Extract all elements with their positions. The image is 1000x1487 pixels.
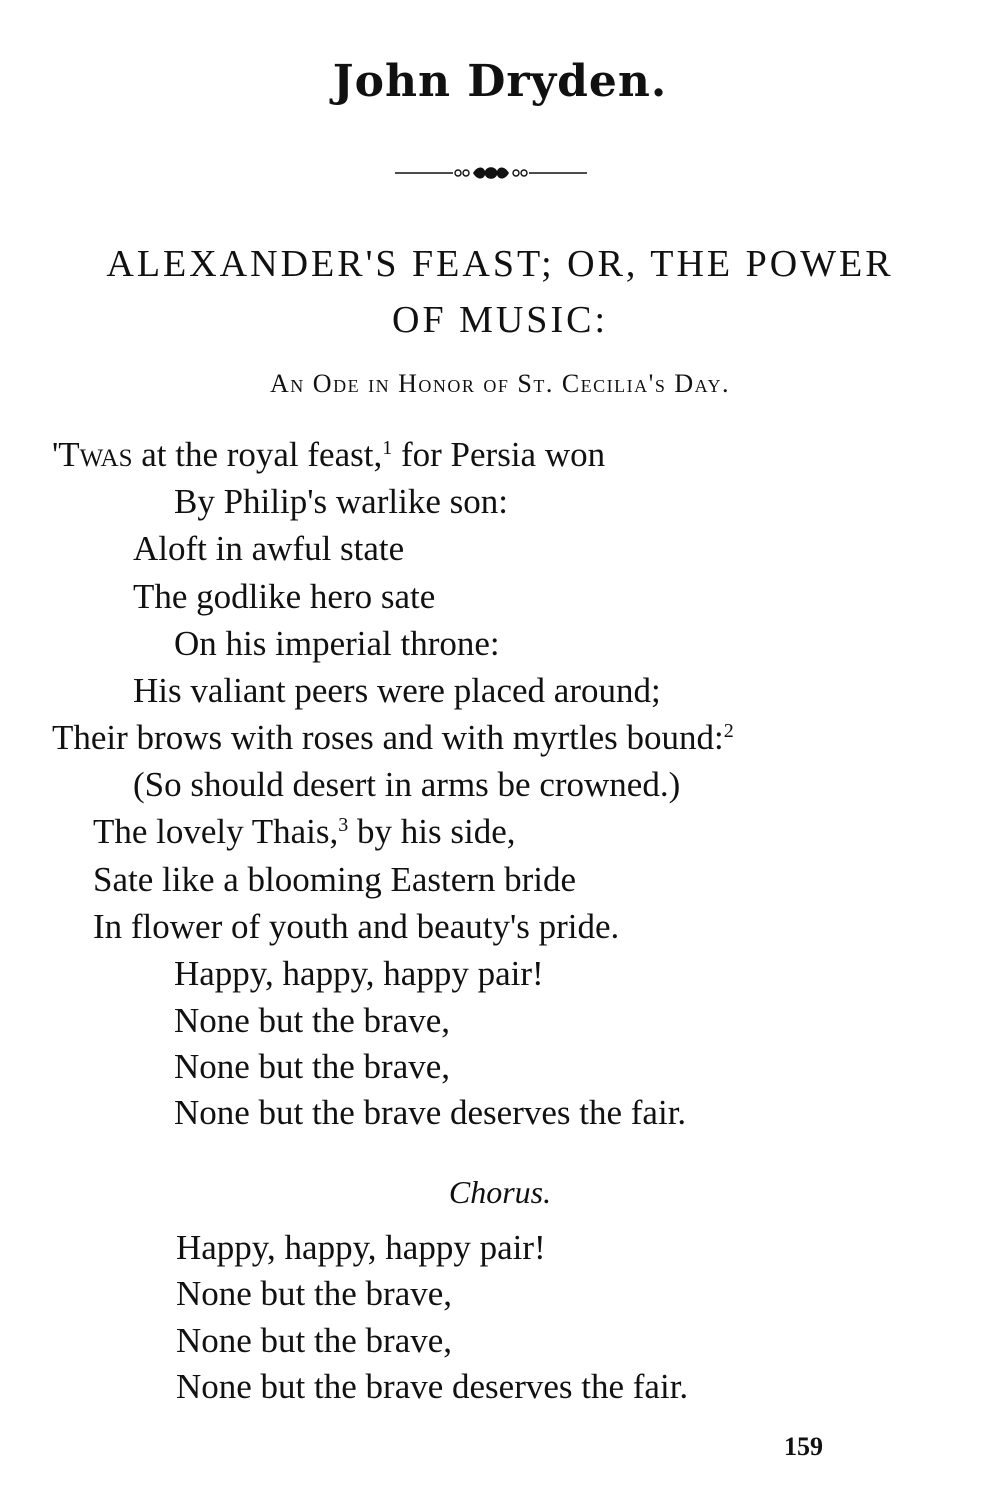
poem-subtitle: An Ode in Honor of St. Cecilia's Day.	[270, 369, 730, 398]
poem-line: In flower of youth and beauty's pride.	[93, 907, 620, 946]
poem-line: Sate like a blooming Eastern bride	[93, 860, 577, 899]
footnote-marker: 3	[338, 814, 349, 836]
poem-line: None but the brave,	[176, 1321, 453, 1360]
line-text: Their brows with roses and with myrtles bound:	[52, 718, 724, 757]
poem-line: None but the brave deserves the fair.	[174, 1093, 687, 1132]
poem-line: Happy, happy, happy pair!	[176, 1228, 546, 1267]
poem-line: None but the brave,	[174, 1001, 451, 1040]
ornament-divider	[395, 162, 587, 184]
poem-title	[0, 236, 1000, 348]
line-text: by his side,	[348, 812, 516, 851]
poem-line: (So should desert in arms be crowned.)	[133, 765, 681, 804]
poem-line: None but the brave,	[176, 1274, 453, 1313]
poem-line: None but the brave,	[174, 1047, 451, 1086]
chorus-heading: Chorus.	[448, 1174, 552, 1210]
line-text: at the royal feast,	[132, 435, 383, 474]
poem-line	[52, 432, 605, 478]
poem-line	[52, 715, 734, 761]
poem-line	[93, 809, 516, 855]
poem-line: None but the brave deserves the fair.	[176, 1367, 689, 1406]
line-text: The lovely Thais,	[93, 812, 339, 851]
poem-line: His valiant peers were placed around;	[133, 671, 661, 710]
opening-word: 'Twas	[52, 435, 133, 474]
footnote-marker: 2	[723, 720, 734, 742]
poem-line: The godlike hero sate	[133, 577, 436, 616]
poem-title-line-2: OF MUSIC:	[392, 299, 608, 341]
poem-line: On his imperial throne:	[174, 624, 500, 663]
page-number: 159	[784, 1432, 823, 1461]
poem-line: Happy, happy, happy pair!	[174, 954, 544, 993]
poem-title-line-1: ALEXANDER'S FEAST; OR, THE POWER	[106, 243, 894, 285]
poem-line: Aloft in awful state	[133, 529, 405, 568]
author-heading: John Dryden.	[332, 56, 668, 107]
footnote-marker: 1	[382, 437, 393, 459]
poem-line: By Philip's warlike son:	[174, 482, 508, 521]
line-text: for Persia won	[392, 435, 606, 474]
